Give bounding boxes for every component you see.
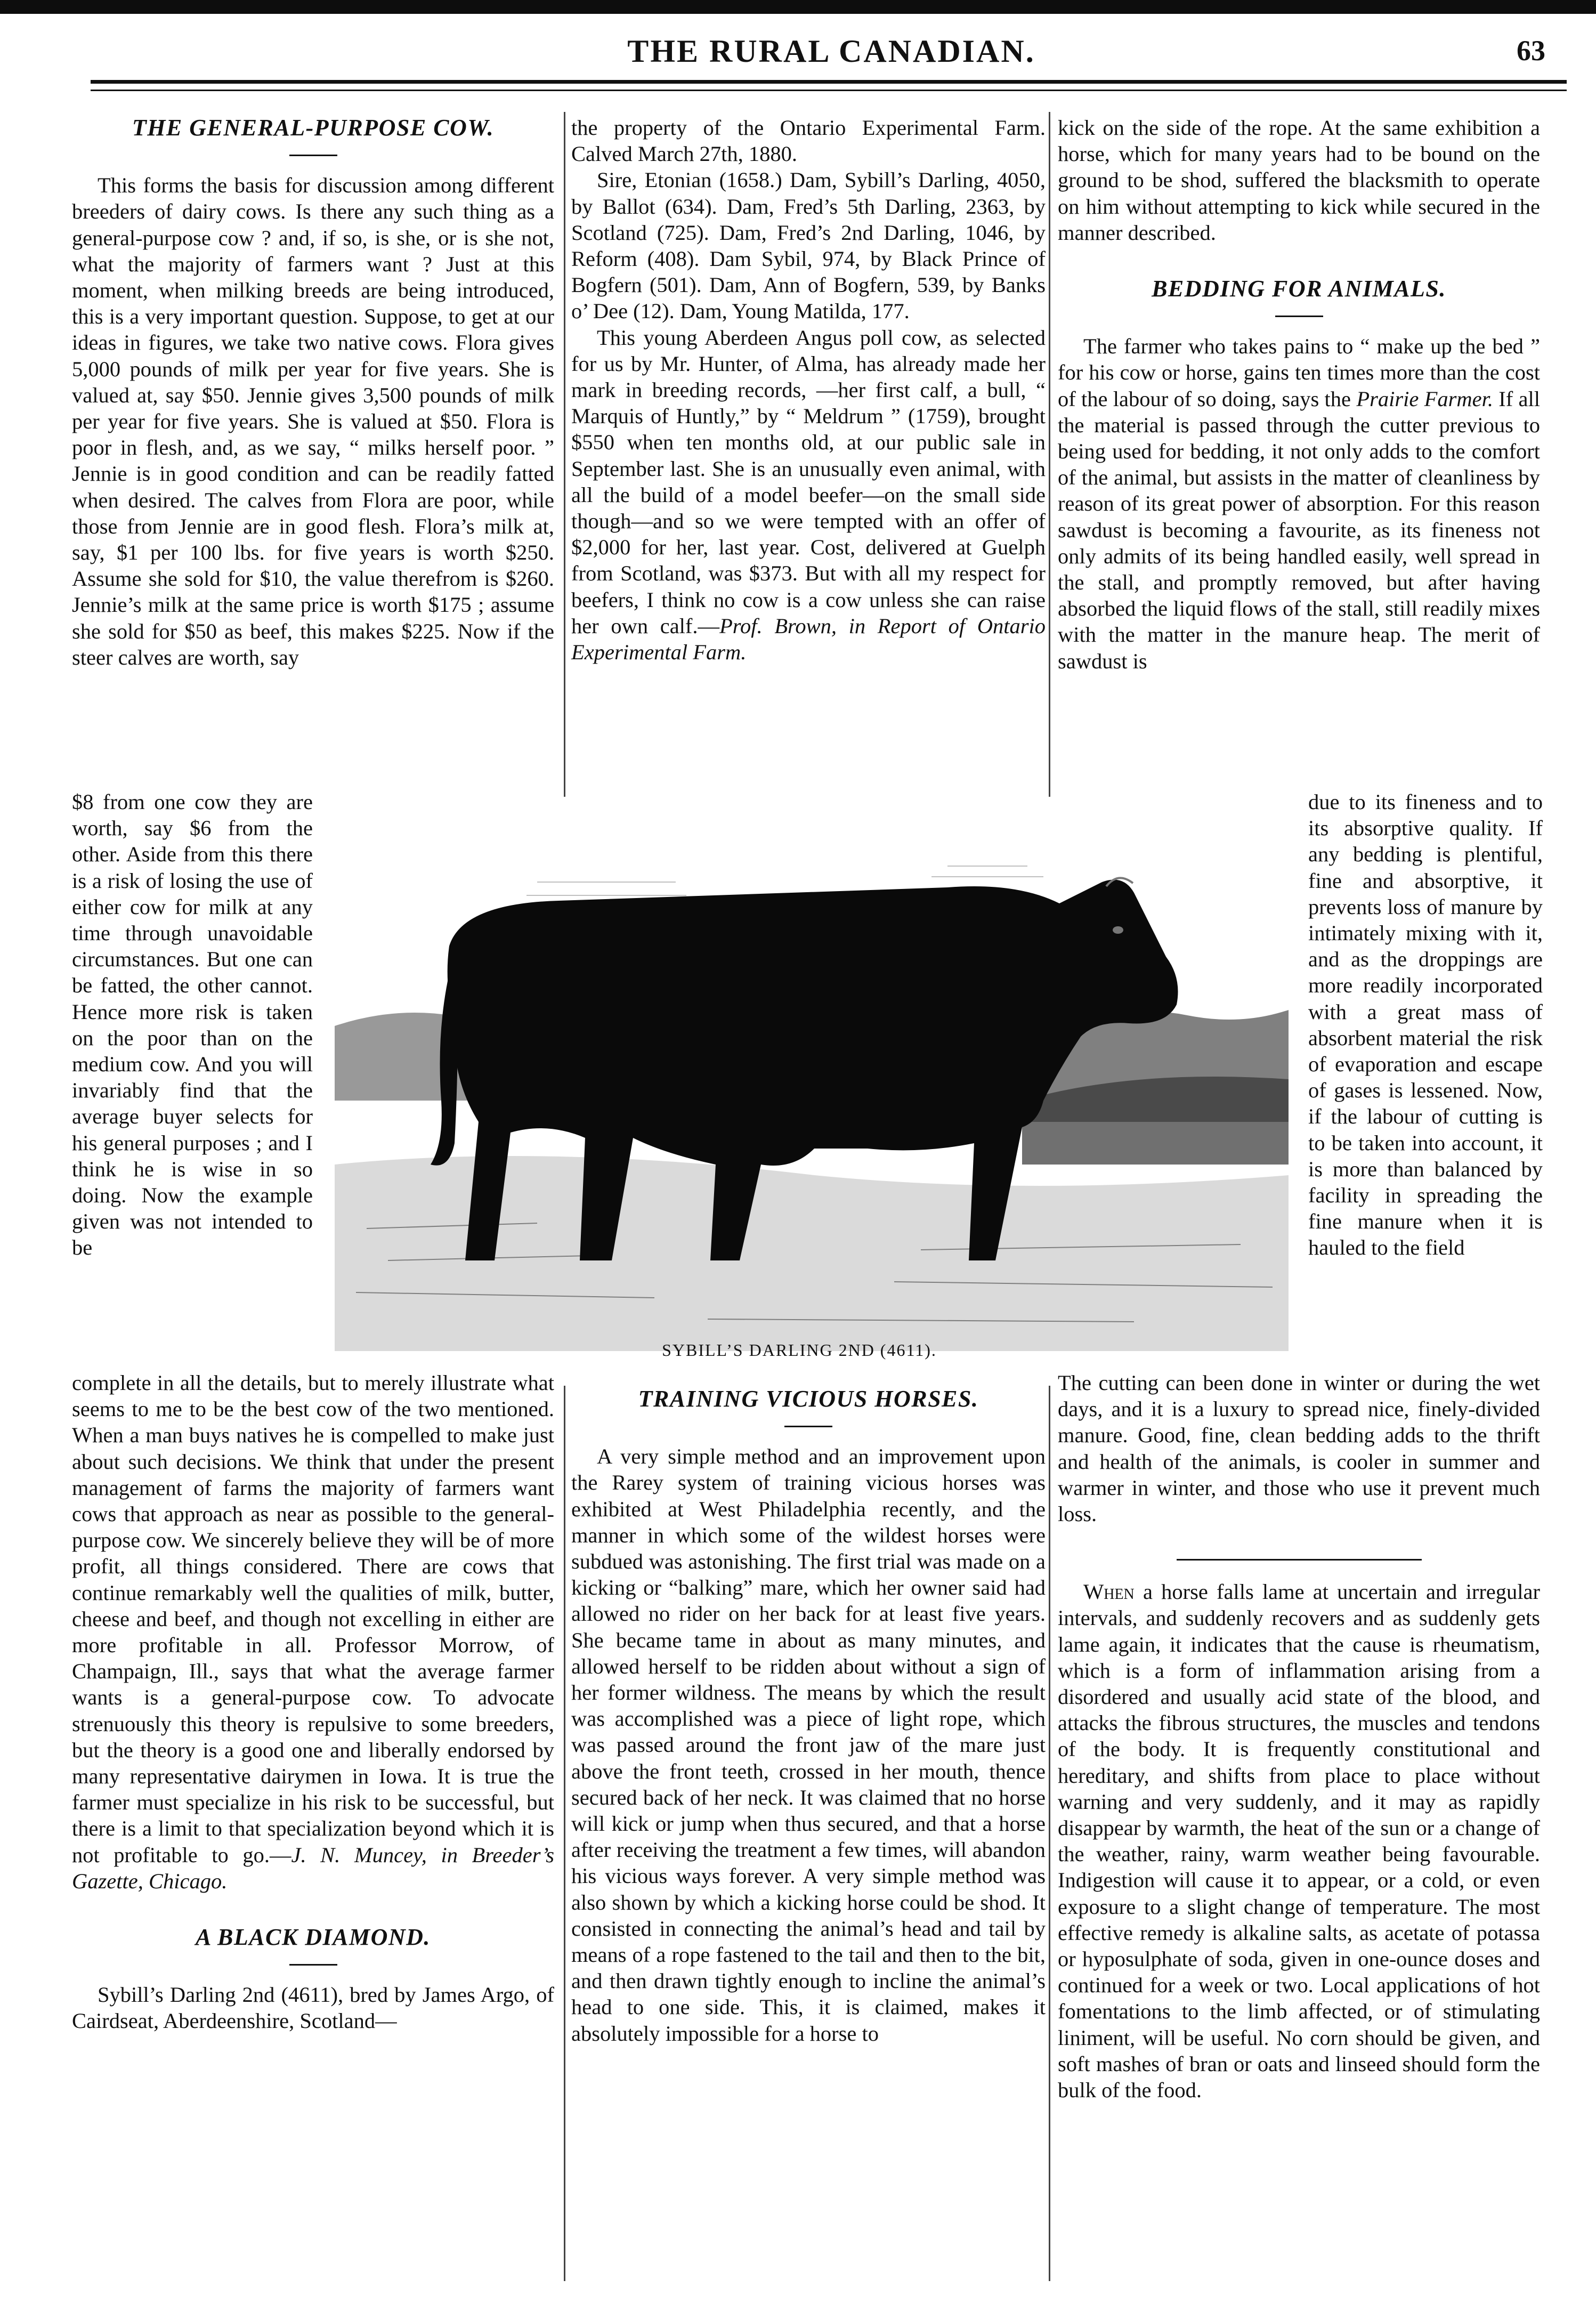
heading-dash: [1275, 316, 1323, 317]
article-paragraph: A very simple method and an improvement upon the Rarey system of training vicious horses was exhibited at West Philadelphia recently, and the manner in which some of the wildest horses were subdued was astonishing. The first trial was made on a kicking or “balking” mare, which her owner said had allowed no rider on her back for at least five years. She became tame in about as many minutes, and allowed herself to be ridden about without a sign of her former wildness. The means by which the result was accomplished was a piece of light rope, which was passed around the front jaw of the mare just above the front teeth, crossed in her mouth, thence secured back of her neck. It was claimed that no horse will kick or jump when thus secured, and that a horse after receiving the treatment a few times, will abandon his vicious ways forever. A very simple method was also shown by which a kicking horse could be shod. It consisted in connecting the animal’s head and tail by means of a rope fastened to the tail and then to the bit, and then drawn tightly enough to incline the animal’s head to one side. This, it is claimed, makes it absolutely impossible for a horse to: [571, 1444, 1046, 2046]
citation: J. N. Muncey, in Breeder’s Gazette, Chicago.: [72, 1842, 555, 1893]
article-paragraph: [1058, 1579, 1540, 2103]
article-paragraph: [1058, 333, 1540, 674]
paragraph-text: This young Aberdeen Angus poll cow, as selected for us by Mr. Hunter, of Alma, has already made her mark in breeding records, —her first calf, a bull, “ Marquis of Huntly,” by “ Meldrum ” (1759), brought $550 when ten months old, at our public sale in September last. She is an unusually even animal, with all the build of a model beefer—on the small side though—and so we were tempted with an offer of $2,000 for her, last year. Cost, delivered at Guelph from Scotland, was $373. But with all my respect for beefers, I think no cow is a cow unless she can raise her own calf.—: [571, 325, 1046, 638]
heading-dash: [289, 1964, 337, 1966]
page-number: 63: [1517, 35, 1545, 67]
article-paragraph: Sybill’s Darling 2nd (4611), bred by James Argo, of Cairdseat, Aberdeenshire, Scotland—: [72, 1983, 554, 2033]
article-paragraph: [571, 325, 1046, 666]
column-divider-left: [564, 112, 565, 797]
article-training-vicious-horses: [571, 1386, 1046, 2047]
citation: Prof. Brown, in Report of Ontario Experimental Farm.: [571, 613, 1046, 665]
column-divider-right: [1049, 112, 1050, 797]
article-heading: BEDDING FOR ANIMALS.: [1152, 276, 1446, 302]
heading-dash: [289, 155, 337, 156]
article-paragraph: kick on the side of the rope. At the same exhibition a horse, which for many years had to be bound on the ground to be shod, suffered the blacksmith to operate on him without attempting to kick while secured in the manner described.: [1058, 116, 1540, 245]
article-heading: TRAINING VICIOUS HORSES.: [638, 1386, 979, 1412]
column-divider-left-lower: [564, 1386, 565, 2281]
article-paragraph-wrap: [72, 789, 313, 1261]
header-rule-thick: [91, 80, 1567, 84]
cow-engraving: [335, 823, 1291, 1351]
paragraph-text: complete in all the details, but to merely illustrate what seems to me to be the best cow of the two mentioned. When a man buys natives he is compelled to make just about such decisions. We think that under the present management of farms the majority of farmers want cows that approach as near as possible to the general-purpose cow. We sincerely believe they will be of more profit, all things considered. There are cows that continue remarkably well the qualities of milk, butter, cheese and beef, and though not excelling in either are more profitable in all. Professor Morrow, of Champaign, Ill., says that what the average farmer wants is a general-purpose cow. To advocate strenuously this theory is repulsive to some breeders, but the theory is a good one and liberally endorsed by many representative dairymen in Iowa. It is true the farmer must specialize in his risk to be successful, but there is a limit to that specialization beyond which it is not profitable to go.—: [72, 1371, 554, 1867]
article-heading: THE GENERAL-PURPOSE COW.: [132, 115, 495, 141]
article-heading: A BLACK DIAMOND.: [196, 1924, 431, 1951]
column-divider-right-lower: [1049, 1386, 1050, 2281]
top-border: [0, 0, 1596, 14]
page-header: [96, 33, 1567, 81]
lead-in-word: When: [1083, 1580, 1135, 1604]
article-general-purpose-cow: [72, 115, 554, 670]
article-paragraph: Sire, Etonian (1658.) Dam, Sybill’s Darling, 4050, by Ballot (634). Dam, Fred’s 5th Darling, 2363, by Scotland (725). Dam, Fred’s 2nd Darling, 1046, by Reform (408). Dam Sybil, 974, by Black Prince of Bogfern (501). Dam, Ann of Bogfern, 539, by Banks o’ Dee (12). Dam, Young Matilda, 177.: [571, 168, 1046, 324]
cow-illustration: [335, 823, 1291, 1351]
page-title: THE RURAL CANADIAN.: [627, 34, 1035, 69]
section-divider: [1177, 1559, 1422, 1561]
source-name: Prairie Farmer.: [1356, 386, 1493, 411]
article-paragraph: This forms the basis for discussion among different breeders of dairy cows. Is there any such thing as a general-purpose cow ? and, if so, is she, or is she not, what the majority of farmers want ? Just at this moment, when milking breeds are being introduced, this is a very important question. Suppose, to get at our ideas in figures, we take two native cows. Flora gives 5,000 pounds of milk per year for five years. She is valued at, say $50. Jennie gives 3,500 pounds of milk per year for five years. She is valued at $50. Flora is poor in flesh, and, as we say, “ milks herself poor. ” Jennie is in good condition and can be readily fatted when desired. The calves from Flora are poor, while those from Jennie are in good flesh. Flora’s milk at, say, $1 per 100 lbs. for five years is worth $250. Assume she sold for $10, the value therefrom is $260. Jennie’s milk at the same price is worth $175 ; assume she sold for $50 as beef, this makes $225. Now if the steer calves are worth, say: [72, 173, 554, 669]
article-black-diamond-cont: [571, 115, 1046, 665]
figure-caption: SYBILL’S DARLING 2ND (4611).: [662, 1340, 937, 1360]
article-paragraph: The cutting can been done in winter or during the wet days, and it is a luxury to spread nice, finely-divided manure. Good, fine, clean bedding adds to the thrift and health of the animals, is cooler in summer and warmer in winter, and those who use it prevent much loss.: [1058, 1371, 1540, 1526]
article-bedding-cont: [1058, 1370, 1540, 2103]
article-paragraph: the property of the Ontario Experimental Farm. Calved March 27th, 1880.: [571, 116, 1046, 166]
article-paragraph-wrap: [1308, 789, 1543, 1261]
heading-dash: [784, 1426, 832, 1427]
article-general-purpose-cow-cont: [72, 1370, 554, 2034]
wrap-text: due to its fineness and to its absorptive quality. If any bedding is plentiful, fine and absorptive, it prevents loss of manure by intimately mixing with it, and as the droppings are more readily incorporated with a great mass of absorbent material the risk of evaporation and escape of gases is lessened. Now, if the labour of cutting is to be taken into account, it is more than balanced by facility in spreading the fine manure when it is hauled to the field: [1308, 790, 1543, 1260]
header-rule-thin: [91, 90, 1567, 91]
paragraph-text: If all the material is passed through the cutter previous to being used for bedding, it not only adds to the comfort of the animal, but assists in the matter of cleanliness by reason of its great power of absorption. For this reason sawdust is becoming a favourite, as its fineness not only admits of its being handled easily, well spread in the stall, and promptly removed, but after having absorbed the liquid flows of the stall, still readily mixes with the matter in the manure heap. The merit of sawdust is: [1058, 386, 1541, 673]
wrap-text: $8 from one cow they are worth, say $6 from the other. Aside from this there is a risk of losing the use of either cow for milk at any time through unavoidable circumstances. But one can be fatted, the other cannot. Hence more risk is taken on the poor than on the medium cow. And you will invariably find that the average buyer selects for his general purposes ; and I think he is wise in so doing. Now the example given was not intended to be: [72, 790, 313, 1260]
paragraph-text: a horse falls lame at uncertain and irregular intervals, and suddenly recovers and as suddenly gets lame again, it indicates that the cause is rheumatism, which is a form of inflammation arising from a disordered and usually acid state of the blood, and attacks the fibrous structures, the muscles and tendons of the body. It is frequently constitutional and hereditary, and shifts from place to place without warning and very suddenly, and it may as rapidly disappear by warmth, the heat of the sun or a change of the weather, rainy, warm weather being favourable. Indigestion will cause it to appear, or a cold, or even exposure to a slight change of temperature. The most effective remedy is alkaline salts, as acetate of potassa or hyposulphate of soda, given in one-ounce doses and continued for a week or two. Local applications of hot fomentations to the limb affected, or of stimulating liniment, will be useful. No corn should be given, and soft mashes of bran or oats and linseed should form the bulk of the food.: [1058, 1580, 1540, 2103]
article-horses-and-bedding: [1058, 115, 1540, 674]
paragraph-text: The farmer who takes pains to “ make up the bed ” for his cow or horse, gains ten times more than the cost of the labour of so doing, says the: [1058, 334, 1540, 411]
article-paragraph: [72, 1370, 554, 1894]
